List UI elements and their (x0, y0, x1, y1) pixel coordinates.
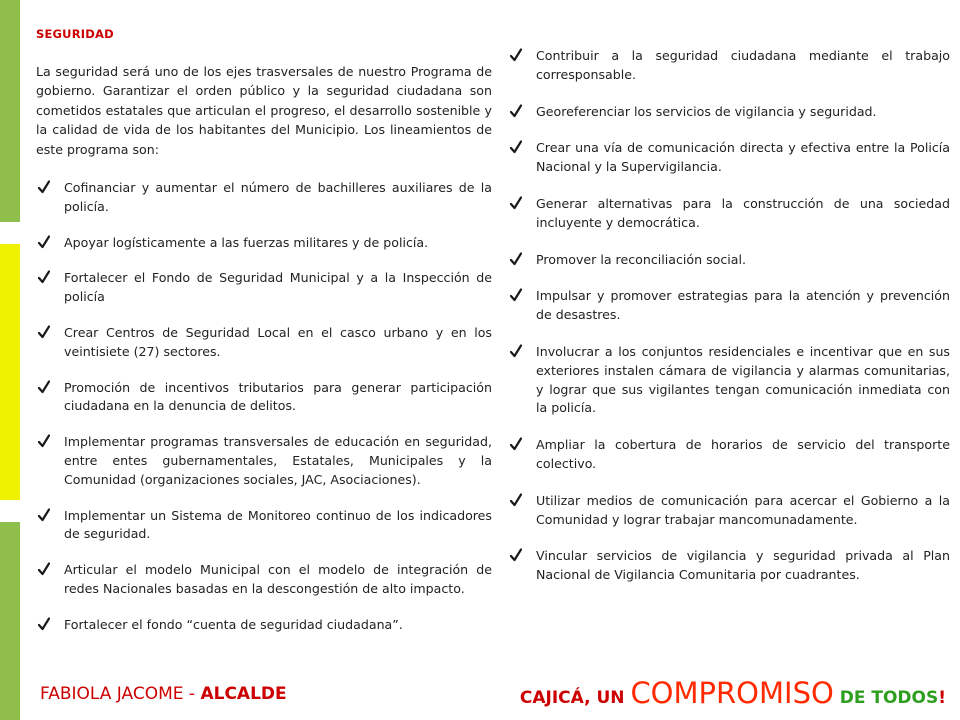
list-item (508, 251, 950, 270)
checkmark-icon (510, 344, 522, 358)
list-item (36, 616, 492, 635)
list-item (508, 287, 950, 325)
list-item (36, 379, 492, 417)
list-item (36, 269, 492, 307)
list-item (36, 433, 492, 489)
checkmark-icon (510, 288, 522, 302)
list-item-text: Apoyar logísticamente a las fuerzas militares y de policía. (64, 234, 429, 250)
list-item (508, 47, 950, 85)
checkmark-icon (510, 140, 522, 154)
checkmark-icon (510, 493, 522, 507)
list-item-text: Cofinanciar y aumentar el número de bachilleres auxiliares de la policía. (64, 180, 492, 214)
list-item-text: Promoción de incentivos tributarios para generar participación ciudadana en la denuncia de delitos. (64, 379, 492, 414)
list-item-text: Fortalecer el Fondo de Seguridad Municipal y a la Inspección de policía (64, 270, 492, 305)
list-item (36, 507, 492, 545)
footer-signature (40, 684, 287, 704)
list-item (508, 492, 950, 530)
sidebar-gap-top (0, 222, 20, 244)
list-item (508, 436, 950, 474)
list-item-text: Impulsar y promover estrategias para la atención y prevención de desastres. (536, 288, 950, 323)
checkmark-icon (38, 270, 50, 284)
footer-name: FABIOLA JACOME - (40, 684, 201, 704)
list-item-text: Contribuir a la seguridad ciudadana mediante el trabajo corresponsable. (536, 48, 950, 82)
list-item-text: Georeferenciar los servicios de vigilancia y seguridad. (536, 103, 877, 119)
list-item-text: Involucrar a los conjuntos residenciales e incentivar que en sus exteriores instalen cámara de vigilancia y alarmas comunitarias, y lograr que sus vigilantes tengan comunicación inmediata con la policía. (536, 343, 950, 416)
right-bullet-list (508, 47, 950, 603)
section-heading: SEGURIDAD (36, 27, 114, 41)
checkmark-icon (38, 508, 50, 522)
list-item (508, 195, 950, 233)
left-bullet-list (36, 179, 492, 652)
checkmark-icon (38, 562, 50, 576)
slogan-exclamation: ! (938, 688, 946, 708)
list-item-text: Articular el modelo Municipal con el modelo de integración de redes Nacionales basadas en la descongestión de alto impacto. (64, 562, 492, 596)
footer-role: ALCALDE (200, 684, 287, 704)
slogan-start: CAJICÁ, UN (519, 688, 631, 708)
sidebar-gap-bottom (0, 500, 20, 522)
checkmark-icon (510, 437, 522, 451)
checkmark-icon (510, 548, 522, 562)
checkmark-icon (38, 434, 50, 448)
sidebar-green-top (0, 0, 20, 222)
checkmark-icon (510, 48, 522, 62)
list-item-text: Ampliar la cobertura de horarios de servicio del transporte colectivo. (536, 437, 950, 471)
footer-slogan (520, 676, 946, 710)
checkmark-icon (38, 380, 50, 394)
list-item-text: Utilizar medios de comunicación para acercar el Gobierno a la Comunidad y lograr trabajar mancomunadamente. (536, 492, 950, 527)
list-item (508, 547, 950, 585)
slogan-highlight: COMPROMISO (630, 676, 834, 710)
checkmark-icon (510, 252, 522, 266)
list-item (508, 139, 950, 177)
sidebar-yellow (0, 244, 20, 500)
list-item-text: Generar alternativas para la construcción de una sociedad incluyente y democrática. (536, 195, 950, 230)
list-item-text: Fortalecer el fondo “cuenta de seguridad ciudadana”. (64, 616, 403, 632)
list-item-text: Crear Centros de Seguridad Local en el casco urbano y en los veintisiete (27) sectores. (64, 324, 492, 359)
checkmark-icon (510, 104, 522, 118)
list-item (508, 343, 950, 418)
list-item (508, 103, 950, 122)
list-item-text: Implementar un Sistema de Monitoreo continuo de los indicadores de seguridad. (64, 507, 492, 542)
checkmark-icon (38, 235, 50, 249)
decorative-sidebar (0, 0, 20, 720)
list-item-text: Crear una vía de comunicación directa y efectiva entre la Policía Nacional y la Supervigilancia. (536, 140, 950, 175)
intro-paragraph: La seguridad será uno de los ejes trasversales de nuestro Programa de gobierno. Garantizar el orden público y la seguridad ciudadana son cometidos estatales que articulan el progreso, el desarrollo sostenible y la calidad de vida de los habitantes del Municipio. Los lineamientos de este programa son: (36, 64, 492, 157)
list-item-text: Promover la reconciliación social. (536, 251, 746, 267)
list-item-text: Implementar programas transversales de educación en seguridad, entre entes gubernamentales, Estatales, Municipales y la Comunidad (organizaciones sociales, JAC, Asociaciones). (64, 434, 492, 487)
list-item (36, 561, 492, 599)
list-item (36, 179, 492, 217)
slogan-end: DE TODOS (833, 688, 939, 708)
checkmark-icon (38, 325, 50, 339)
checkmark-icon (510, 196, 522, 210)
checkmark-icon (38, 180, 50, 194)
list-item (36, 324, 492, 362)
checkmark-icon (38, 617, 50, 631)
list-item-text: Vincular servicios de vigilancia y seguridad privada al Plan Nacional de Vigilancia Comunitaria por cuadrantes. (536, 548, 950, 583)
sidebar-green-bottom (0, 522, 20, 720)
list-item (36, 234, 492, 253)
